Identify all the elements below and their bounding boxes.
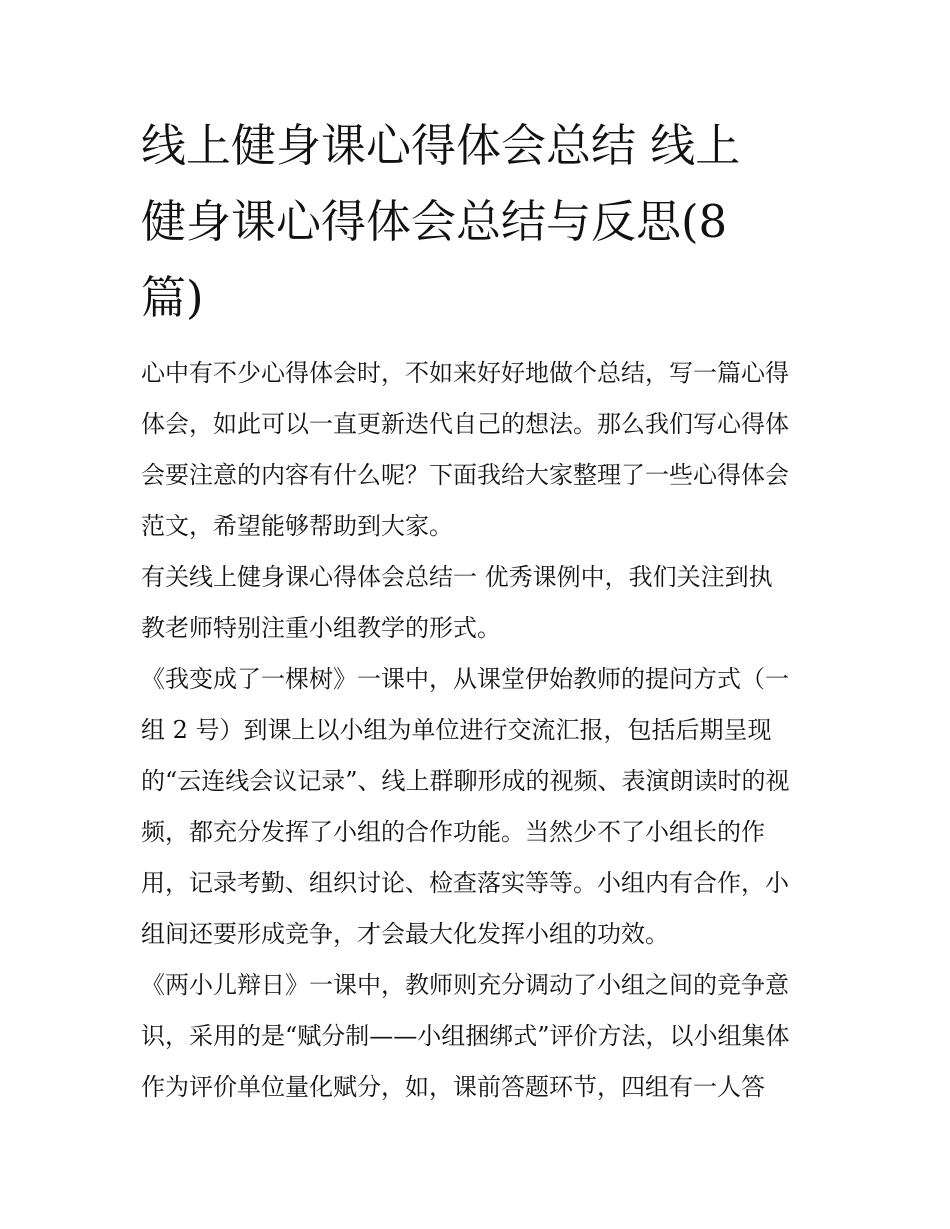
title-line: 健身课心得体会总结与反思(8 (141, 195, 728, 248)
text-line: 范文，希望能够帮助到大家。 (141, 512, 453, 540)
intro-paragraph (141, 348, 813, 552)
sun-debate-paragraph (141, 960, 813, 1113)
text-line: 作为评价单位量化赋分，如，课前答题环节，四组有一人答 (141, 1073, 765, 1101)
title-line: 篇) (141, 271, 204, 324)
text-line: 《两小儿辩日》一课中，教师则充分调动了小组之间的竞争意 (141, 971, 789, 999)
section-one-paragraph (141, 552, 813, 654)
text-line: 的“云连线会议记录”、线上群聊形成的视频、表演朗读时的视 (141, 767, 790, 795)
text-line: 识，采用的是“赋分制——小组捆绑式”评价方法，以小组集体 (141, 1022, 790, 1050)
document-title (141, 108, 813, 336)
text-line: 会要注意的内容有什么呢？下面我给大家整理了一些心得体会 (141, 461, 789, 489)
text-line: 组间还要形成竞争，才会最大化发挥小组的功效。 (141, 920, 669, 948)
document-page (141, 108, 813, 1113)
text-line: 用，记录考勤、组织讨论、检查落实等等。小组内有合作，小 (141, 869, 789, 897)
text-line: 组 2 号）到课上以小组为单位进行交流汇报，包括后期呈现 (141, 716, 772, 744)
text-line: 心中有不少心得体会时，不如来好好地做个总结，写一篇心得 (141, 359, 789, 387)
tree-lesson-paragraph (141, 654, 813, 960)
title-line: 线上健身课心得体会总结 线上 (141, 119, 741, 172)
text-line: 频，都充分发挥了小组的合作功能。当然少不了小组长的作 (141, 818, 765, 846)
text-line: 教老师特别注重小组教学的形式。 (141, 614, 501, 642)
text-line: 有关线上健身课心得体会总结一 优秀课例中，我们关注到执 (141, 563, 773, 591)
text-line: 《我变成了一棵树》一课中，从课堂伊始教师的提问方式（一 (141, 665, 789, 693)
text-line: 体会，如此可以一直更新迭代自己的想法。那么我们写心得体 (141, 410, 789, 438)
